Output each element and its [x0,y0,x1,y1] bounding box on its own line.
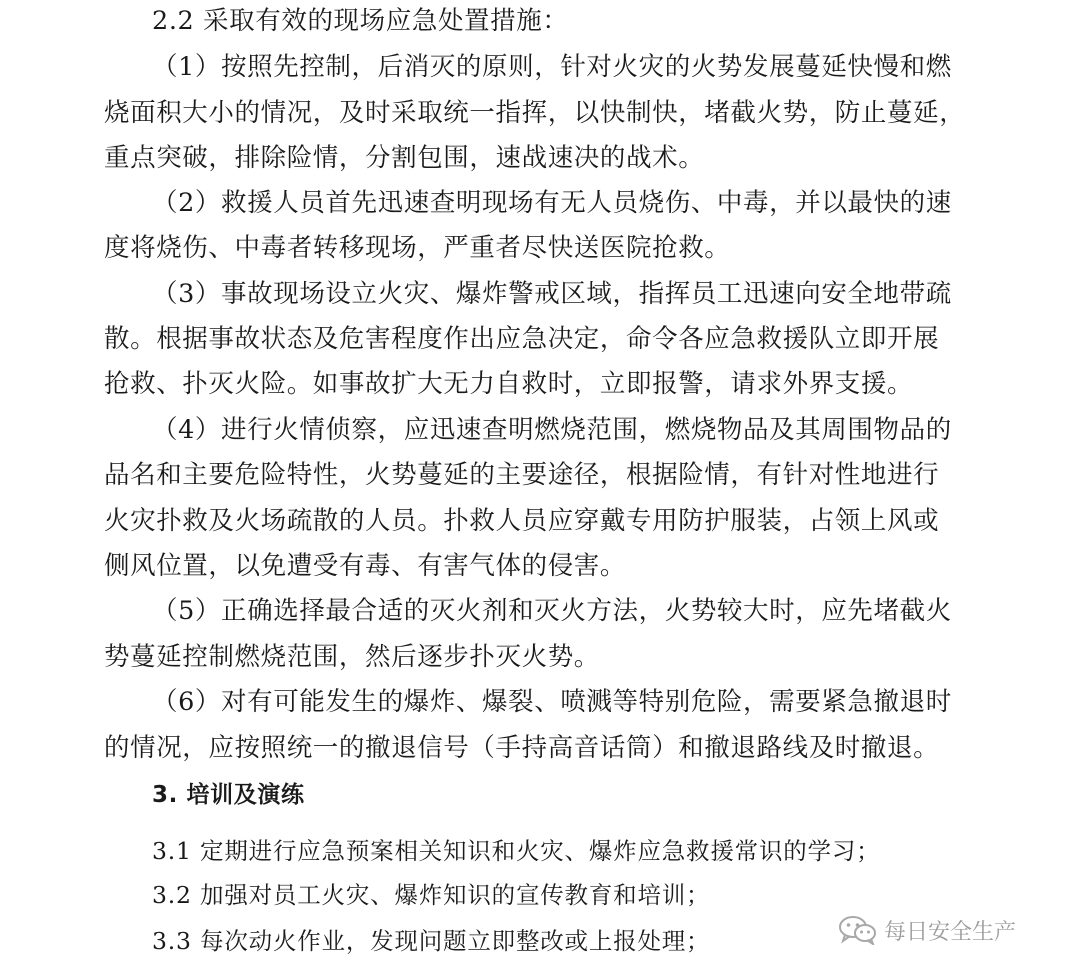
item-5-line-2: 势蔓延控制燃烧范围，然后逐步扑灭火势。 [104,642,600,672]
item-1-line-2: 烧面积大小的情况，及时采取统一指挥，以快制快，堵截火势，防止蔓延， [104,98,966,128]
item-4-line-4: 侧风位置，以免遭受有毒、有害气体的侵害。 [104,551,627,581]
item-3-line-3: 抢救、扑灭火险。如事故扩大无力自救时，立即报警，请求外界支援。 [104,369,914,399]
section-3-heading: 3. 培训及演练 [152,782,305,808]
section-3-item-2: 3.2 加强对员工火灾、爆炸知识的宣传教育和培训； [152,881,711,909]
watermark [838,912,1016,948]
watermark-text: 每日安全生产 [884,919,1017,945]
section-3-item-3: 3.3 每次动火作业，发现问题立即整改或上报处理； [152,927,711,955]
item-6-line-1: （6）对有可能发生的爆炸、爆裂、喷溅等特别危险，需要紧急撤退时 [152,687,952,717]
section-2-2-heading: 2.2 采取有效的现场应急处置措施： [152,6,569,36]
item-4-line-2: 品名和主要危险特性，火势蔓延的主要途径，根据险情，有针对性地进行 [104,460,940,490]
item-4-line-3: 火灾扑救及火场疏散的人员。扑救人员应穿戴专用防护服装，占领上风或 [104,506,940,536]
item-3-line-1: （3）事故现场设立火灾、爆炸警戒区域，指挥员工迅速向安全地带疏 [152,279,952,309]
item-4-line-1: （4）进行火情侦察，应迅速查明燃烧范围，燃烧物品及其周围物品的 [152,415,952,445]
item-2-line-1: （2）救援人员首先迅速查明现场有无人员烧伤、中毒，并以最快的速 [152,188,952,218]
item-5-line-1: （5）正确选择最合适的灭火剂和灭火方法，火势较大时，应先堵截火 [152,596,952,626]
item-2-line-2: 度将烧伤、中毒者转移现场，严重者尽快送医院抢救。 [104,233,731,263]
item-1-line-3: 重点突破，排除险情，分割包围，速战速决的战术。 [104,143,705,173]
wechat-icon [838,915,878,945]
section-3-item-1: 3.1 定期进行应急预案相关知识和火灾、爆炸应急救援常识的学习； [152,837,881,865]
item-3-line-2: 散。根据事故状态及危害程度作出应急决定，命令各应急救援队立即开展 [104,324,940,354]
item-6-line-2: 的情况，应按照统一的撤退信号（手持高音话筒）和撤退路线及时撤退。 [104,733,940,763]
item-1-line-1: （1）按照先控制，后消灭的原则，针对火灾的火势发展蔓延快慢和燃 [152,52,952,82]
